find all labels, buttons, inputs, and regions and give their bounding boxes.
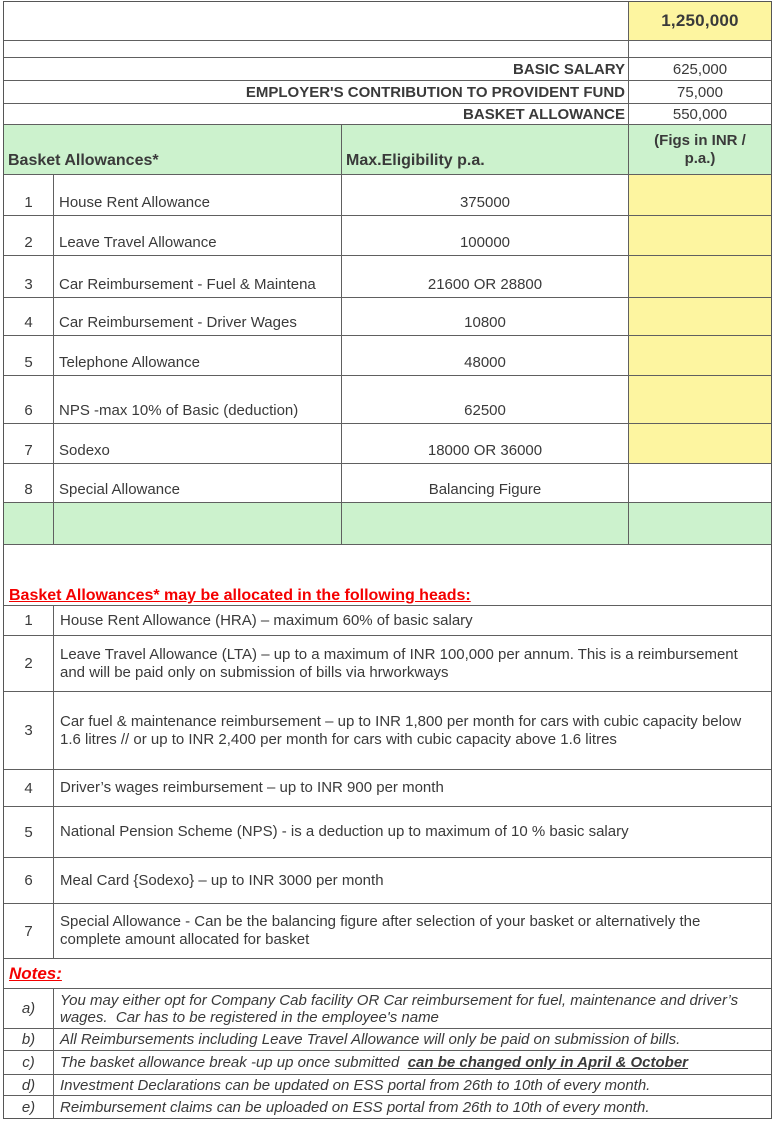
empty-cell [629, 41, 771, 57]
empty-cell [4, 503, 54, 544]
allocation-item [4, 858, 771, 904]
item-number: 3 [4, 692, 54, 769]
eligibility-value: 10800 [342, 298, 629, 335]
item-text: National Pension Scheme (NPS) - is a deduction up to maximum of 10 % basic salary [60, 823, 629, 840]
item-text: Leave Travel Allowance (LTA) – up to a maximum of INR 100,000 per annum. This is a reimbursement and will be paid only on submission of bills via hrworkways [60, 645, 738, 681]
row-number: 6 [4, 376, 54, 423]
amount-input-cell[interactable] [629, 336, 771, 375]
allocation-item [4, 904, 771, 959]
pf-contribution-value: 75,000 [677, 83, 723, 101]
allowance-row [4, 336, 771, 376]
basket-allowance-row [4, 104, 771, 125]
note-letter: a) [4, 989, 54, 1028]
allocation-item [4, 636, 771, 692]
allowance-name: Telephone Allowance [54, 336, 342, 375]
eligibility-value: 100000 [342, 216, 629, 255]
allocation-heading-row [4, 585, 771, 606]
amount-input-cell[interactable] [629, 256, 771, 297]
item-number: 1 [4, 606, 54, 635]
note-letter: d) [4, 1075, 54, 1095]
total-ctc-cell[interactable]: 1,250,000 [629, 2, 771, 40]
row-number: 4 [4, 298, 54, 335]
note-text: Investment Declarations can be updated on ESS portal from 26th to 10th of every month. [60, 1076, 651, 1094]
allowance-name: Car Reimbursement - Fuel & Maintena [54, 256, 342, 297]
eligibility-value: 375000 [342, 175, 629, 215]
eligibility-value: 18000 OR 36000 [342, 424, 629, 463]
row-number: 3 [4, 256, 54, 297]
amount-input-cell[interactable] [629, 298, 771, 335]
item-number: 6 [4, 858, 54, 903]
total-ctc-row [4, 2, 771, 41]
basket-allowance-value: 550,000 [672, 105, 728, 123]
allowance-row [4, 298, 771, 336]
empty-cell [342, 503, 629, 544]
amount-input-cell[interactable] [629, 376, 771, 423]
allowance-row [4, 376, 771, 424]
allocation-heading: Basket Allowances* may be allocated in the following heads: [9, 587, 471, 604]
spacer-row [4, 41, 771, 58]
amount-input-cell[interactable] [629, 175, 771, 215]
item-number: 5 [4, 807, 54, 857]
spreadsheet-grid [3, 1, 772, 1119]
note-letter: b) [4, 1029, 54, 1050]
note-item [4, 1029, 771, 1051]
note-letter: c) [4, 1051, 54, 1074]
allocation-item [4, 606, 771, 636]
pf-contribution-row [4, 81, 771, 104]
header-basket-allowances: Basket Allowances* [4, 125, 342, 174]
item-number: 2 [4, 636, 54, 691]
table-footer-row [4, 503, 771, 545]
note-text: All Reimbursements including Leave Travel Allowance will only be paid on submission of bills. [60, 1031, 681, 1048]
amount-input-cell[interactable] [629, 216, 771, 255]
eligibility-value: Balancing Figure [342, 464, 629, 502]
item-text: Driver’s wages reimbursement – up to INR 900 per month [60, 779, 444, 796]
allowance-name: House Rent Allowance [54, 175, 342, 215]
notes-heading: Notes: [9, 963, 62, 983]
item-text: Special Allowance - Can be the balancing figure after selection of your basket or alternatively the complete amount allocated for basket [60, 913, 701, 948]
allocation-item [4, 807, 771, 858]
row-number: 8 [4, 464, 54, 502]
eligibility-value: 48000 [342, 336, 629, 375]
basic-salary-label: BASIC SALARY [4, 58, 629, 80]
allocation-item [4, 770, 771, 807]
empty-cell [4, 2, 629, 40]
allowance-row [4, 175, 771, 216]
row-number: 7 [4, 424, 54, 463]
allowance-name: Leave Travel Allowance [54, 216, 342, 255]
item-text: House Rent Allowance (HRA) – maximum 60% of basic salary [60, 611, 473, 629]
note-text-emphasis: can be changed only in April & October [407, 1054, 689, 1071]
allowance-row [4, 256, 771, 298]
row-number: 1 [4, 175, 54, 215]
note-item [4, 989, 771, 1029]
allowance-name: Sodexo [54, 424, 342, 463]
header-max-eligibility: Max.Eligibility p.a. [342, 125, 629, 174]
allowance-name: NPS -max 10% of Basic (deduction) [54, 376, 342, 423]
note-text [54, 1051, 771, 1074]
item-text: Car fuel & maintenance reimbursement – up to INR 1,800 per month for cars with cubic capacity below 1.6 litres // or up to INR 2,400 per month for cars with cubic capacity above 1.6 litres [60, 712, 742, 748]
empty-cell [629, 503, 771, 544]
empty-cell [54, 503, 342, 544]
note-item [4, 1096, 771, 1118]
row-number: 2 [4, 216, 54, 255]
note-text: You may either opt for Company Cab facility OR Car reimbursement for fuel, maintenance and driver’s wages. Car has to be registered in the employee's name [60, 991, 743, 1026]
eligibility-value: 62500 [342, 376, 629, 423]
item-text: Meal Card {Sodexo} – up to INR 3000 per month [60, 871, 384, 889]
notes-heading-row [4, 959, 771, 989]
allowance-name: Car Reimbursement - Driver Wages [54, 298, 342, 335]
allowance-row [4, 216, 771, 256]
note-item [4, 1075, 771, 1096]
allowance-table-header [4, 125, 771, 175]
amount-input-cell[interactable] [629, 424, 771, 463]
pf-contribution-label: EMPLOYER'S CONTRIBUTION TO PROVIDENT FUND [4, 81, 629, 103]
allowance-name: Special Allowance [54, 464, 342, 502]
amount-input-cell[interactable] [629, 464, 771, 502]
allocation-item [4, 692, 771, 770]
empty-cell [4, 41, 629, 57]
note-item [4, 1051, 771, 1075]
row-number: 5 [4, 336, 54, 375]
header-figs-unit: (Figs in INR / p.a.) [654, 132, 746, 167]
item-number: 4 [4, 770, 54, 806]
allowance-row [4, 464, 771, 503]
basic-salary-row [4, 58, 771, 81]
note-text: Reimbursement claims can be uploaded on ESS portal from 26th to 10th of every month. [60, 1098, 650, 1116]
note-text-prefix: The basket allowance break -up up once submitted [60, 1054, 408, 1071]
item-number: 7 [4, 904, 54, 958]
basic-salary-value: 625,000 [672, 60, 728, 78]
blank-gap [4, 545, 771, 585]
basket-allowance-label: BASKET ALLOWANCE [4, 104, 629, 124]
note-letter: e) [4, 1096, 54, 1118]
allowance-row [4, 424, 771, 464]
eligibility-value: 21600 OR 28800 [342, 256, 629, 297]
